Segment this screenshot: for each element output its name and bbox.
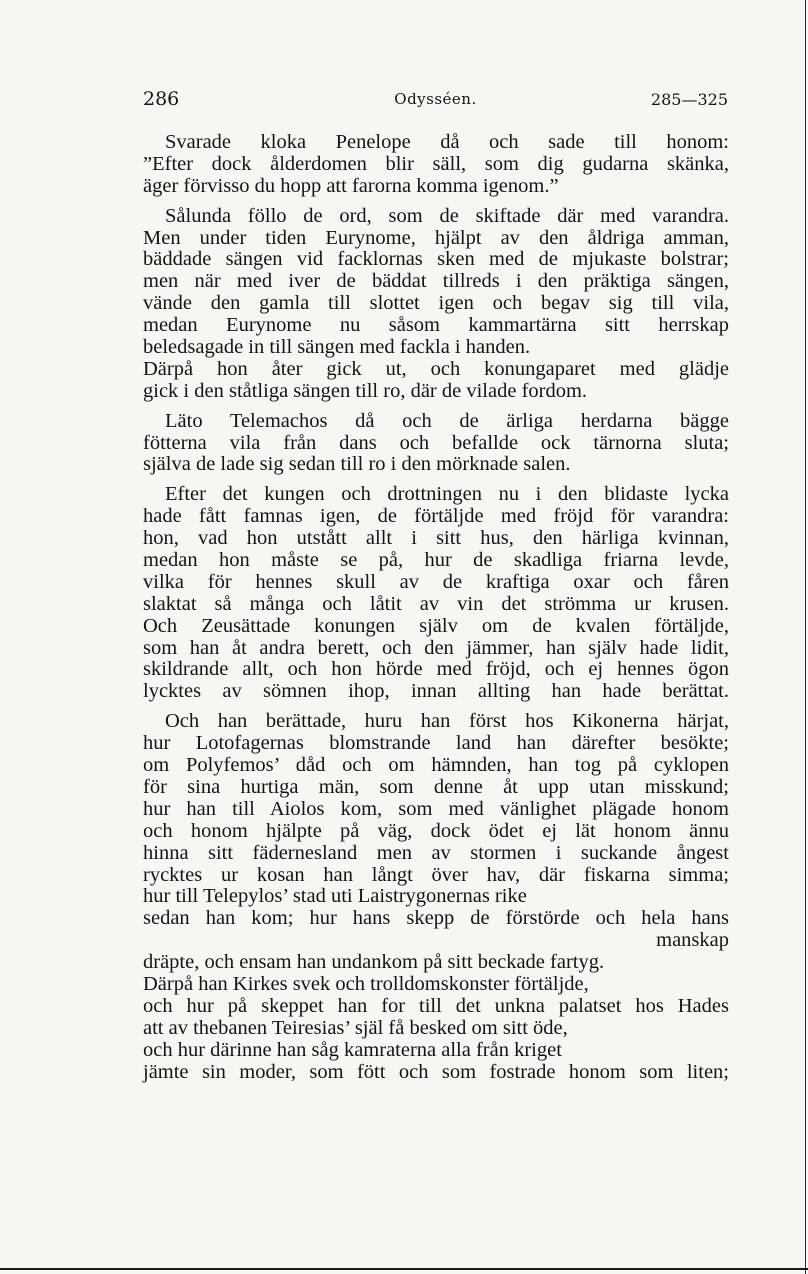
verse-line: hur Lotofagernas blomstrande land han därefter besökte; [143,732,729,755]
line-range: 285—325 [650,90,728,109]
verse-line: och hur därinne han såg kamraterna alla från kriget [143,1038,562,1061]
verse-line: Läto Telemachos då och de ärliga herdarna bägge [165,409,729,432]
stanza-bed-prepared [143,206,729,403]
verse-line: vilka för hennes skull av de kraftiga oxar och fåren [143,570,729,593]
verse-line: för sina hurtiga män, som denne åt upp utan misskund; [143,775,729,798]
verse-line: som han åt andra berett, och den jämmer, han själv hade lidit, [143,636,729,659]
verse-line: Sålunda föllo de ord, som de skiftade där med varandra. [165,204,729,227]
verse-line: lycktes av sömnen ihop, innan allting han hade berättat. [143,680,729,703]
verse-line: Och han berättade, huru han först hos Kikonerna härjat, [165,710,729,733]
verse-line: skildrande allt, och hon hörde med fröjd, och ej hennes ögon [143,658,729,681]
verse-line: Därpå han Kirkes svek och trolldomskonster förtäljde, [143,972,589,995]
stanza-penelope-reply [143,132,729,198]
verse-line: men när med iver de bäddat tillreds i den präktiga sängen, [143,270,729,293]
verse-line: hur han till Aiolos kom, som med vänlighet plägade honom [143,797,729,820]
verse-line: Därpå hon åter gick ut, och konungaparet med glädje [143,357,729,380]
verse-line: beledsagade in till sängen med fackla i handen. [143,336,531,359]
verse-text [143,132,729,1083]
verse-line: slaktat så många och låtit av vin det strömma ur krusen. [143,592,729,615]
verse-line: och hur på skeppet han for till det unkna palatset hos Hades [143,994,729,1017]
page-edge-right [805,0,806,1274]
verse-line: hur till Telepylos’ stad uti Laistrygonernas rike [143,885,527,908]
verse-line: Men under tiden Eurynome, hjälpt av den åldriga amman, [143,226,729,249]
verse-line: rycktes ur kosan han långt över hav, där fiskarna simma; [143,863,729,886]
verse-line: sedan han kom; hur hans skepp de förstörde och hela hans [143,907,729,930]
verse-line: gick i den ståtliga sängen till ro, där de vilade fordom. [143,379,588,402]
verse-line: hade fått famnas igen, de förtäljde med fröjd för varandra: [143,505,729,528]
verse-line: äger förvisso du hopp att farorna komma igenom.” [143,174,559,197]
page-edge-bottom [0,1268,808,1270]
page-number: 286 [143,88,180,110]
verse-line: ”Efter dock ålderdomen blir säll, som dig gudarna skänka, [143,152,729,175]
verse-line-runover: manskap [656,929,729,952]
verse-line: fötterna vila från dans och befallde ock tärnorna sluta; [143,431,729,454]
verse-line: själva de lade sig sedan till ro i den mörknade salen. [143,453,571,476]
book-title: Odysséen. [394,90,477,108]
verse-line: att av thebanen Teiresias’ själ få besked om sitt öde, [143,1016,568,1039]
verse-line: vände den gamla till slottet igen och begav sig till vila, [143,292,729,315]
stanza-telemachos-rest [143,411,729,477]
verse-line: medan Eurynome nu såsom kammartärna sitt herrskap [143,314,729,337]
verse-line: om Polyfemos’ dåd och om hämnden, han tog på cyklopen [143,754,729,777]
verse-line: och honom hjälpte på väg, dock ödet ej lät honom ännu [143,819,729,842]
verse-line: dräpte, och ensam han undankom på sitt beckade fartyg. [143,951,605,974]
stanza-odysseus-tale [143,711,729,1083]
verse-line: Och Zeusättade konungen själv om de kvalen förtäljde, [143,614,729,637]
verse-line: jämte sin moder, som fött och som fostrade honom som liten; [143,1060,729,1083]
stanza-king-and-queen [143,484,729,703]
verse-line: Svarade kloka Penelope då och sade till honom: [165,131,729,153]
verse-line: Efter det kungen och drottningen nu i den blidaste lycka [165,483,729,506]
verse-line: hon, vad hon utstått allt i sitt hus, den härliga kvinnan, [143,527,729,550]
verse-line: bäddade sängen vid facklornas sken med de mjukaste bolstrar; [143,248,729,271]
verse-line: hinna sitt fädernesland men av stormen i suckande ångest [143,841,729,864]
verse-line: medan hon måste se på, hur de skadliga friarna levde, [143,549,729,572]
running-head [143,88,728,116]
